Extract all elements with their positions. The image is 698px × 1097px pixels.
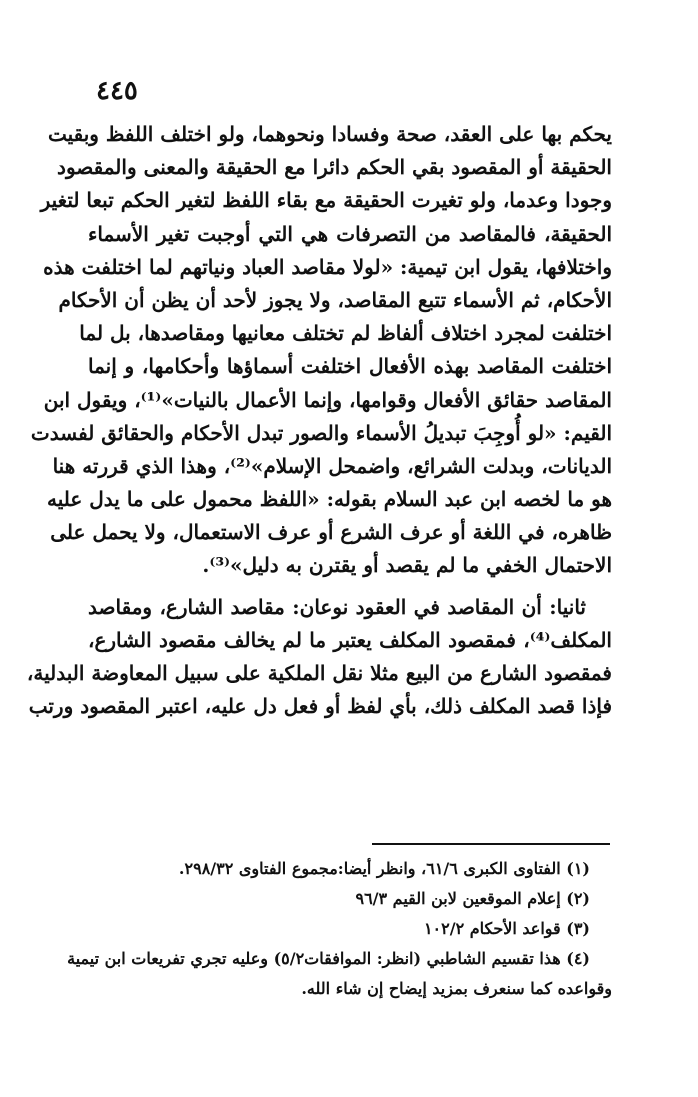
footnote-continuation: وقواعده كما سنعرف بمزيد إيضاح إن شاء الله.: [301, 979, 612, 998]
text-line: هو ما لخصه ابن عبد السلام بقوله: «اللفظ محمول على ما يدل عليه: [46, 487, 612, 512]
text-line: ظاهره، في اللغة أو عرف الشرع أو عرف الاستعمال، ولا يحمل على: [50, 520, 612, 545]
text-line: اختلفت المقاصد بهذه الأفعال اختلفت أسماؤها وأحكامها، و إنما: [88, 354, 612, 379]
text-line: المكلف⁽⁴⁾، فمقصود المكلف يعتبر ما لم يخالف مقصود الشارع،: [88, 627, 612, 652]
footnote-divider: [372, 843, 610, 845]
text-line: المقاصد حقائق الأفعال وقوامها، وإنما الأعمال بالنيات»⁽¹⁾، ويقول ابن: [43, 387, 612, 412]
footnote: (٣) قواعد الأحكام ١٠٢/٢: [423, 919, 590, 938]
text-line: واختلافها، يقول ابن تيمية: «لولا مقاصد العباد ونياتهم لما اختلفت هذه: [43, 254, 612, 279]
text-line: ثانيا: أن المقاصد في العقود نوعان: مقاصد الشارع، ومقاصد: [88, 594, 586, 619]
footnote: (١) الفتاوى الكبرى ٦١/٦، وانظر أيضا:مجموع الفتاوى ٢٩٨/٣٢.: [178, 859, 590, 878]
text-line: الأحكام، ثم الأسماء تتبع المقاصد، ولا يجوز لأحد أن يظن أن الأحكام: [58, 287, 612, 312]
text-line: القيم: «لو أُوجِبَ تبديلُ الأسماء والصور تبدل الأحكام والحقائق لفسدت: [30, 420, 612, 445]
text-line: الحقيقة أو المقصود بقي الحكم دائرا مع الحقيقة والمعنى والمقصود: [57, 155, 612, 180]
footnote: (٤) هذا تقسيم الشاطبي (انظر: الموافقات٥/٢) وعليه تجري تفريعات ابن تيمية: [67, 949, 590, 968]
footnote: (٢) إعلام الموقعين لابن القيم ٩٦/٣: [355, 889, 590, 908]
text-line: فإذا قصد المكلف ذلك، بأي لفظ أو فعل دل عليه، اعتبر المقصود ورتب: [28, 694, 612, 719]
main-text: [26, 118, 612, 723]
text-line: الديانات، وبدلت الشرائع، واضمحل الإسلام»⁽²⁾، وهذا الذي قررته هنا: [52, 453, 612, 478]
text-line: الاحتمال الخفي ما لم يقصد أو يقترن به دليل»⁽³⁾.: [202, 553, 612, 578]
paragraph-gap: [88, 583, 612, 591]
footnotes: [67, 854, 612, 1004]
page-number: ٤٤٥: [96, 76, 138, 106]
text-line: الحقيقة، فالمقاصد من التصرفات هي التي أوجبت تغير الأسماء: [88, 221, 612, 246]
text-line: اختلفت لمجرد اختلاف ألفاظ لم تختلف معانيها ومقاصدها، بل لما: [79, 321, 612, 346]
text-line: فمقصود الشارع من البيع مثلا نقل الملكية على سبيل المعاوضة البدلية،: [26, 661, 612, 685]
text-line: يحكم بها على العقد، صحة وفسادا ونحوهما، ولو اختلف اللفظ وبقيت: [47, 122, 612, 146]
text-line: وجودا وعدما، ولو تغيرت الحقيقة مع بقاء اللفظ لتغير الحكم تبعا لتغير: [40, 188, 612, 213]
